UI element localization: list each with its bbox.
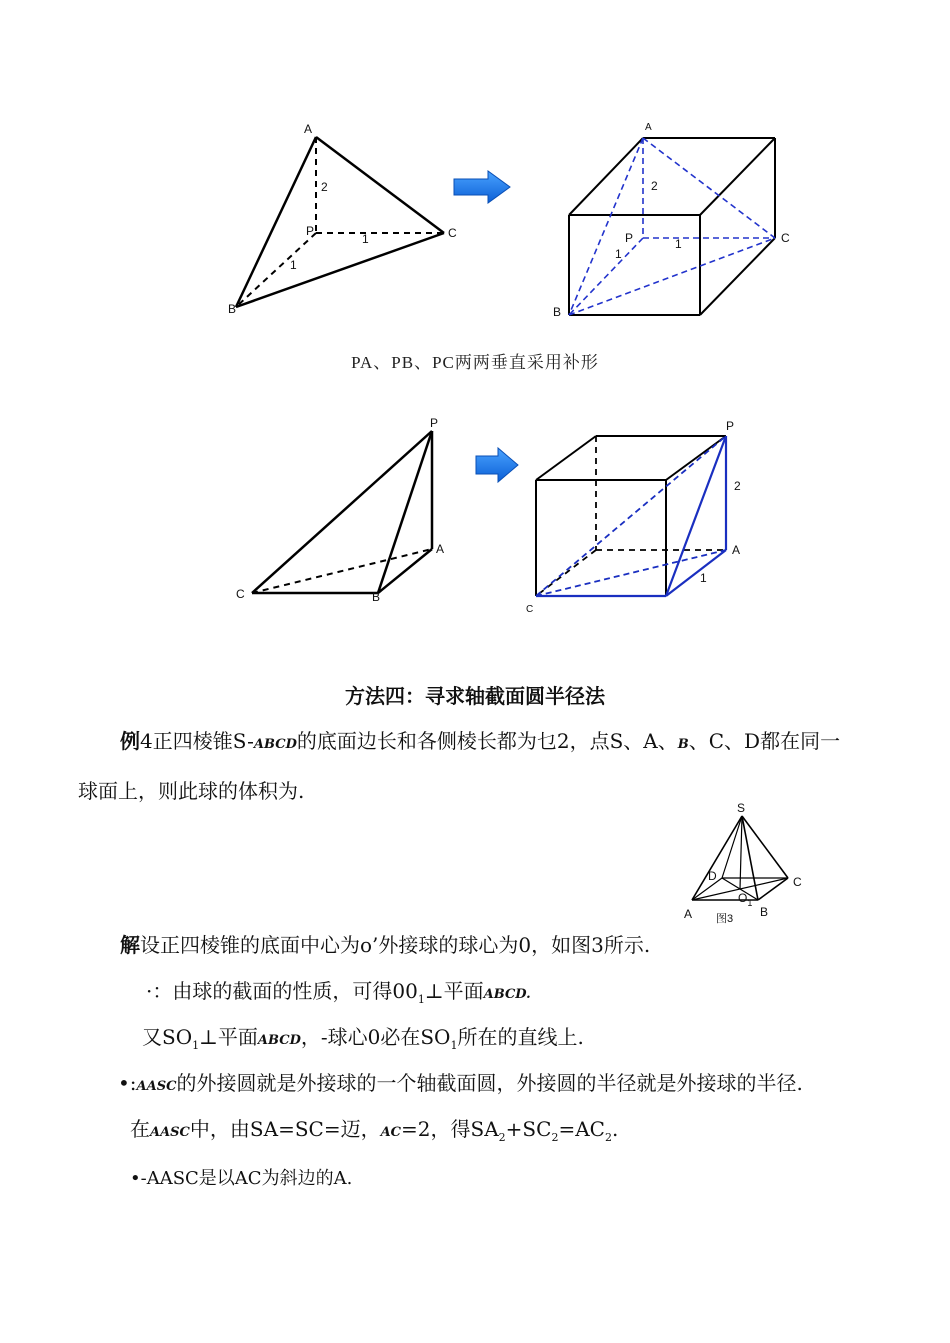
edge-length-ab: 1 — [700, 571, 707, 585]
vertex-label-p: P — [430, 416, 439, 430]
edge-length-pa: 2 — [321, 180, 328, 194]
figure1-left-tetrahedron — [220, 115, 480, 330]
solution-line-3: 又$SO_1\perp$平面ABCD，-球心0必在$SO_1$所在的直线上. — [142, 1025, 584, 1052]
vertex-label-p: P — [306, 224, 315, 238]
vertex-label-b: B — [228, 302, 237, 316]
edge-length-pc: 1 — [362, 232, 369, 246]
edge-length-pa: 2 — [734, 479, 741, 493]
vertex-label-a: A — [732, 543, 741, 557]
example-line-2: 球面上，则此球的体积为. — [78, 779, 305, 803]
edge-length-pb: 1 — [615, 247, 622, 261]
edge-length-pa: 2 — [651, 179, 658, 193]
solution-line-5: 在AASC中，由SA=SC=迈，AC=2，得$SA_2+SC_2=AC_2$. — [130, 1117, 619, 1144]
vertex-label-c: C — [793, 875, 802, 889]
vertex-label-p: P — [625, 231, 634, 245]
figure2-right-cube — [520, 418, 760, 618]
figure1-caption: PA、PB、PC两两垂直采用补形 — [351, 353, 599, 372]
vertex-label-a: A — [645, 122, 652, 133]
vertex-label-b: B — [760, 905, 769, 919]
vertex-label-s: S — [737, 801, 746, 815]
vertex-label-a: A — [304, 122, 313, 136]
right-arrow-icon — [474, 447, 520, 483]
section-title: 方法四：寻求轴截面圆半径法 — [345, 684, 605, 708]
vertex-label-a: A — [436, 542, 445, 556]
center-label-o1: $O_1$ — [738, 891, 753, 908]
figure3-pyramid — [680, 800, 810, 930]
vertex-label-c: C — [448, 226, 457, 240]
solution-line-2: ·：由球的截面的性质，可得$00_1\perp$平面ABCD. — [146, 979, 531, 1006]
vertex-label-c: C — [526, 604, 534, 615]
vertex-label-b: B — [553, 305, 562, 319]
solution-line-1: 解设正四棱锥的底面中心为o’外接球的球心为0，如图3所示. — [120, 933, 651, 957]
figure2-left-tetrahedron — [230, 415, 460, 610]
figure3-caption: 图3 — [716, 913, 734, 925]
vertex-label-d: D — [708, 869, 717, 883]
vertex-label-c: C — [781, 231, 790, 245]
vertex-label-b: B — [372, 590, 381, 604]
vertex-label-p: P — [726, 419, 735, 433]
example-line-1: 例4正四棱锥S-ABCD的底面边长和各侧棱长都为乜2，点S、A、B、C、D都在同一 — [120, 729, 841, 753]
edge-length-pb: 1 — [290, 258, 297, 272]
right-arrow-icon — [452, 170, 514, 204]
edge-length-pc: 1 — [675, 237, 682, 251]
solution-label: 解 — [120, 933, 140, 957]
solution-line-4: •:AASC的外接圆就是外接球的一个轴截面圆，外接圆的半径就是外接球的半径. — [118, 1071, 803, 1095]
example-label: 例 — [120, 729, 140, 753]
vertex-label-a: A — [684, 907, 693, 921]
solution-line-6: •-AASC是以AC为斜边的A. — [130, 1168, 353, 1189]
figure1-right-box — [545, 118, 805, 323]
vertex-label-c: C — [236, 587, 245, 601]
